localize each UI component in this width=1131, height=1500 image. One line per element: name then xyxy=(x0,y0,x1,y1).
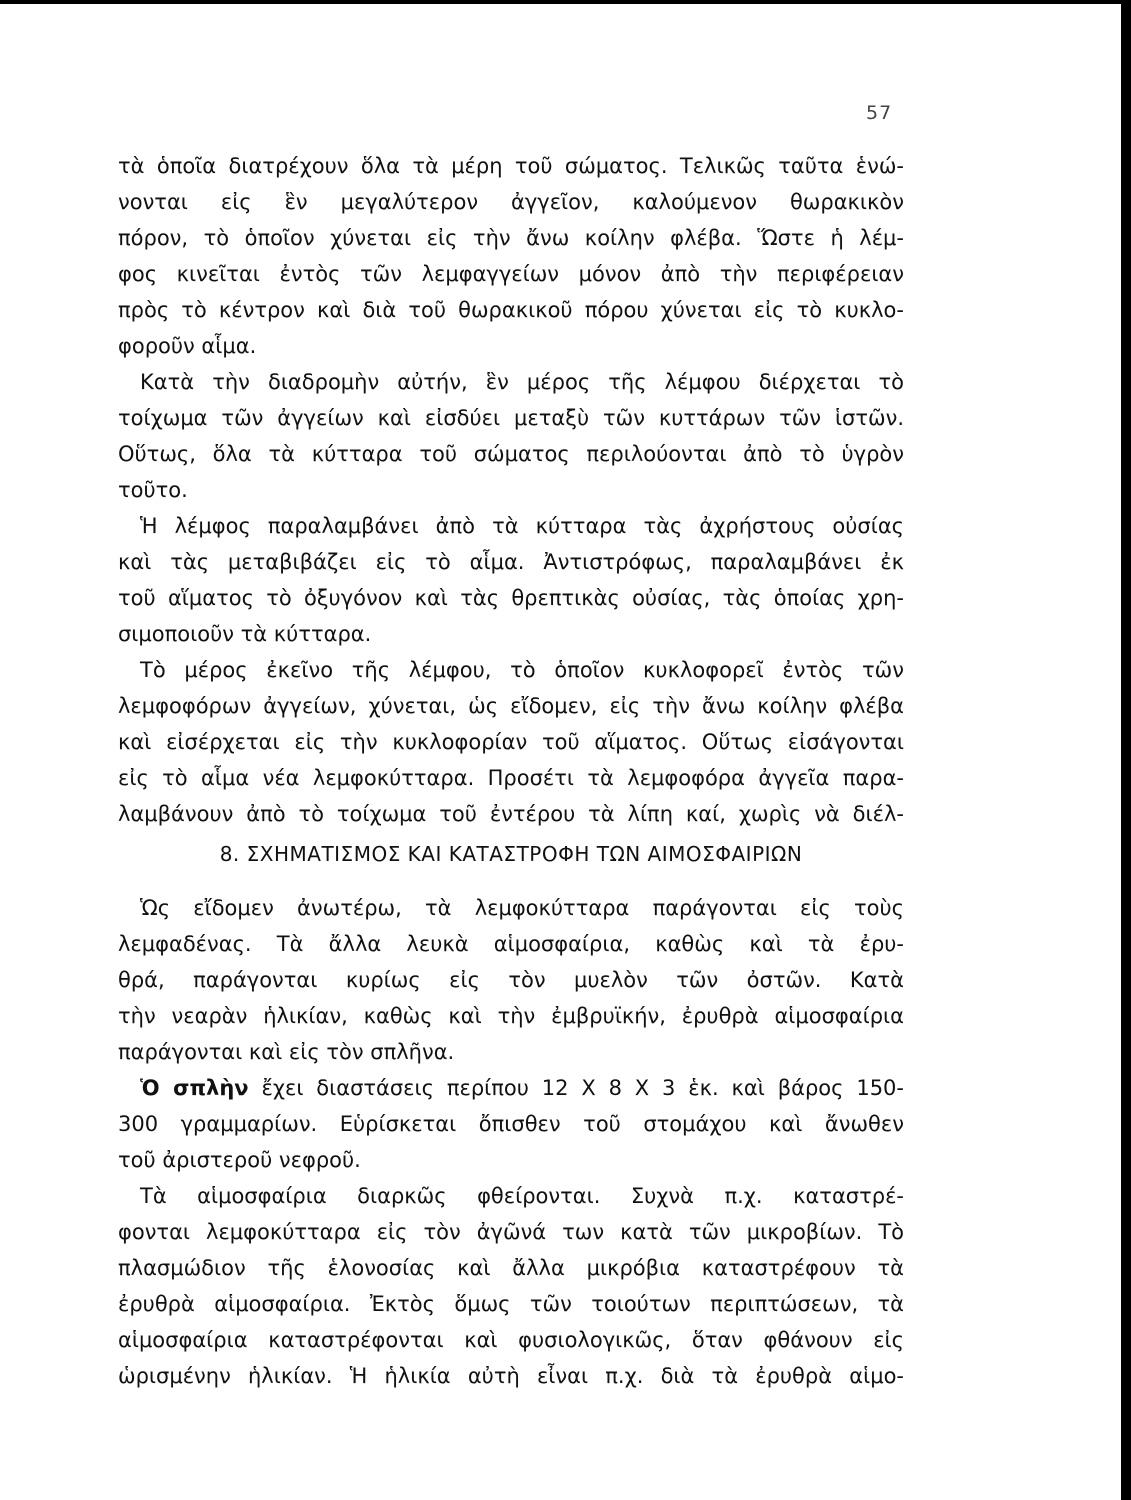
spleen-term: Ὁ σπλὴν xyxy=(140,1076,249,1100)
text-line: Ἡ λέμφος παραλαμβάνει ἀπὸ τὰ κύτταρα τὰς ἀχρήστους οὐσίας xyxy=(140,514,904,538)
text-line: τοῦ ἀριστεροῦ νεφροῦ. xyxy=(118,1148,361,1172)
text-line: καὶ τὰς μεταβιβάζει εἰς τὸ αἷμα. Ἀντιστρόφως, παραλαμβάνει ἐκ xyxy=(118,550,904,574)
text-line: σιμοποιοῦν τὰ κύτταρα. xyxy=(118,622,372,646)
text-line: τοῦτο. xyxy=(118,478,188,502)
text-line: φονται λεμφοκύτταρα εἰς τὸν ἀγῶνά των κατὰ τῶν μικροβίων. Τὸ xyxy=(118,1220,904,1244)
scan-border-top xyxy=(0,0,1131,4)
page-number: 57 xyxy=(866,102,893,124)
text-line: λεμφοφόρων ἀγγείων, χύνεται, ὡς εἴδομεν, εἰς τὴν ἄνω κοίλην φλέβα xyxy=(118,694,904,718)
text-line: Οὕτως, ὅλα τὰ κύτταρα τοῦ σώματος περιλούονται ἀπὸ τὸ ὑγρὸν xyxy=(118,442,904,466)
text-line: Κατὰ τὴν διαδρομὴν αὐτήν, ἓν μέρος τῆς λέμφου διέρχεται τὸ xyxy=(140,370,904,394)
text-line: τὰ ὁποῖα διατρέχουν ὅλα τὰ μέρη τοῦ σώματος. Τελικῶς ταῦτα ἑνώ- xyxy=(118,154,904,178)
text-line: Τὰ αἱμοσφαίρια διαρκῶς φθείρονται. Συχνὰ π.χ. καταστρέ- xyxy=(140,1184,904,1208)
text-line: θρά, παράγονται κυρίως εἰς τὸν μυελὸν τῶν ὀστῶν. Κατὰ xyxy=(118,968,904,992)
text-line: τὴν νεαρὰν ἡλικίαν, καθὼς καὶ τὴν ἐμβρυϊκήν, ἐρυθρὰ αἱμοσφαίρια xyxy=(118,1004,904,1028)
text-line: λαμβάνουν ἀπὸ τὸ τοίχωμα τοῦ ἐντέρου τὰ λίπη καί, χωρὶς νὰ διέλ- xyxy=(118,802,904,826)
text-line: νονται εἰς ἓν μεγαλύτερον ἀγγεῖον, καλούμενον θωρακικὸν xyxy=(118,190,904,214)
text-line: 300 γραμμαρίων. Εὑρίσκεται ὄπισθεν τοῦ στομάχου καὶ ἄνωθεν xyxy=(118,1112,904,1136)
text-line: πρὸς τὸ κέντρον καὶ διὰ τοῦ θωρακικοῦ πόρου χύνεται εἰς τὸ κυκλο- xyxy=(118,298,904,322)
text-line: εἰς τὸ αἷμα νέα λεμφοκύτταρα. Προσέτι τὰ λεμφοφόρα ἀγγεῖα παρα- xyxy=(118,766,904,790)
text-line: τοῦ αἵματος τὸ ὀξυγόνον καὶ τὰς θρεπτικὰς οὐσίας, τὰς ὁποίας χρη- xyxy=(118,586,904,610)
text-line: πόρον, τὸ ὁποῖον χύνεται εἰς τὴν ἄνω κοίλην φλέβα. Ὥστε ἡ λέμ- xyxy=(118,226,904,250)
text-line: ἐρυθρὰ αἱμοσφαίρια. Ἐκτὸς ὅμως τῶν τοιούτων περιπτώσεων, τὰ xyxy=(118,1292,904,1316)
text-line: λεμφαδένας. Τὰ ἄλλα λευκὰ αἱμοσφαίρια, καθὼς καὶ τὰ ἐρυ- xyxy=(118,932,904,956)
text-line: αἱμοσφαίρια καταστρέφονται καὶ φυσιολογικῶς, ὅταν φθάνουν εἰς xyxy=(118,1328,904,1352)
text-line: τοίχωμα τῶν ἀγγείων καὶ εἰσδύει μεταξὺ τῶν κυττάρων τῶν ἱστῶν. xyxy=(118,406,904,430)
text-line: ὡρισμένην ἡλικίαν. Ἡ ἡλικία αὐτὴ εἶναι π.χ. διὰ τὰ ἐρυθρὰ αἱμο- xyxy=(118,1364,904,1388)
text-line: πλασμώδιον τῆς ἑλονοσίας καὶ ἄλλα μικρόβια καταστρέφουν τὰ xyxy=(118,1256,904,1280)
text-line: φος κινεῖται ἐντὸς τῶν λεμφαγγείων μόνον ἀπὸ τὴν περιφέρειαν xyxy=(118,262,904,286)
text-line: παράγονται καὶ εἰς τὸν σπλῆνα. xyxy=(118,1040,455,1064)
text-line: φοροῦν αἷμα. xyxy=(118,334,257,358)
scan-border-right xyxy=(1121,0,1131,1500)
text-line: Τὸ μέρος ἐκεῖνο τῆς λέμφου, τὸ ὁποῖον κυκλοφορεῖ ἐντὸς τῶν xyxy=(140,658,904,682)
section-heading: 8. ΣΧΗΜΑΤΙΣΜΟΣ ΚΑΙ ΚΑΤΑΣΤΡΟΦΗ ΤΩΝ ΑΙΜΟΣΦΑΙΡΙΩΝ xyxy=(219,842,803,866)
text-line: Ὡς εἴδομεν ἀνωτέρω, τὰ λεμφοκύτταρα παράγονται εἰς τοὺς xyxy=(140,896,904,920)
spleen-rest: ἔχει διαστάσεις περίπου 12 Χ 8 Χ 3 ἑκ. καὶ βάρος 150- xyxy=(261,1076,904,1100)
text-line-spleen xyxy=(140,1070,904,1106)
text-line: καὶ εἰσέρχεται εἰς τὴν κυκλοφορίαν τοῦ αἵματος. Οὕτως εἰσάγονται xyxy=(118,730,904,754)
